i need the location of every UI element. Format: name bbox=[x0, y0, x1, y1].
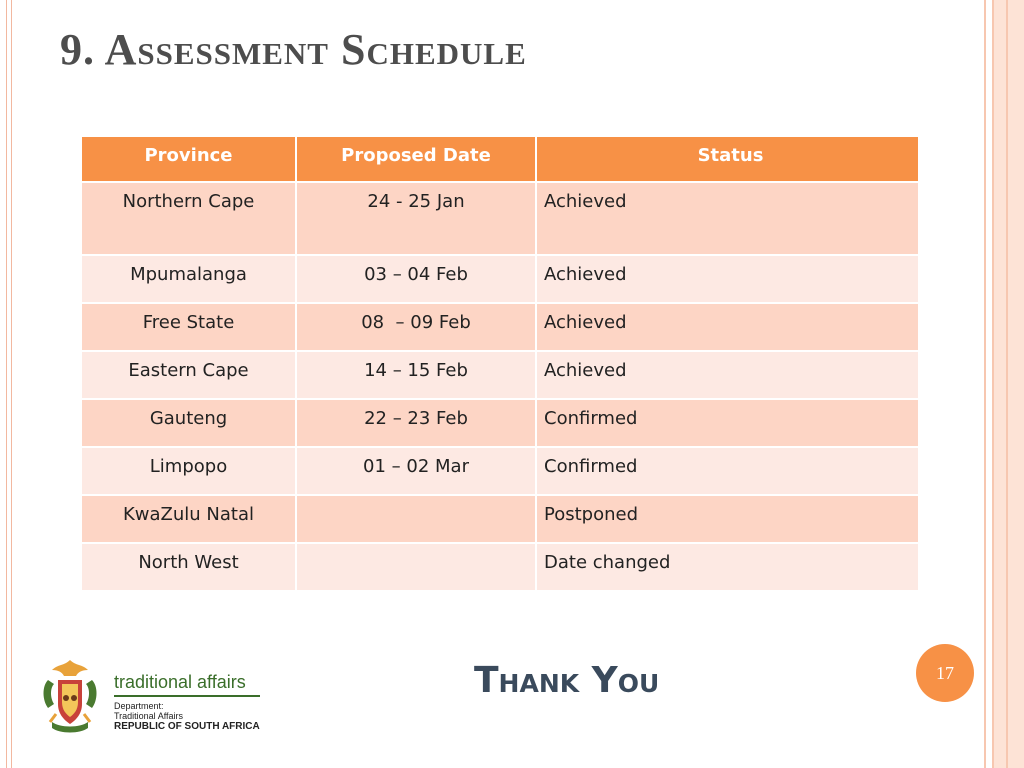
date-cell: 22 – 23 Feb bbox=[296, 399, 536, 447]
table-row bbox=[81, 303, 919, 351]
department-logo bbox=[38, 656, 268, 736]
province-cell: Eastern Cape bbox=[81, 351, 296, 399]
date-cell bbox=[296, 495, 536, 543]
status-cell: Achieved bbox=[536, 182, 919, 255]
table-row bbox=[81, 543, 919, 591]
province-cell: Gauteng bbox=[81, 399, 296, 447]
date-cell: 03 – 04 Feb bbox=[296, 255, 536, 303]
date-cell: 08 – 09 Feb bbox=[296, 303, 536, 351]
status-cell: Postponed bbox=[536, 495, 919, 543]
status-cell: Achieved bbox=[536, 255, 919, 303]
thank-you-text: Thank You bbox=[474, 660, 660, 701]
table-row bbox=[81, 495, 919, 543]
province-cell: KwaZulu Natal bbox=[81, 495, 296, 543]
logo-department-line: Department: bbox=[114, 701, 164, 711]
slide-border-left bbox=[6, 0, 12, 768]
slide-border-right bbox=[978, 0, 1024, 768]
table-header-row bbox=[81, 136, 919, 182]
coat-of-arms-icon bbox=[38, 656, 102, 736]
header-status: Status bbox=[536, 136, 919, 182]
status-cell: Confirmed bbox=[536, 447, 919, 495]
province-cell: North West bbox=[81, 543, 296, 591]
table-row bbox=[81, 351, 919, 399]
date-cell: 01 – 02 Mar bbox=[296, 447, 536, 495]
date-cell: 24 - 25 Jan bbox=[296, 182, 536, 255]
table-row bbox=[81, 255, 919, 303]
status-cell: Achieved bbox=[536, 303, 919, 351]
province-cell: Free State bbox=[81, 303, 296, 351]
assessment-schedule-table bbox=[80, 135, 920, 592]
table-row bbox=[81, 182, 919, 255]
logo-name: traditional affairs bbox=[114, 672, 260, 697]
status-cell: Confirmed bbox=[536, 399, 919, 447]
date-cell bbox=[296, 543, 536, 591]
header-proposed-date: Proposed Date bbox=[296, 136, 536, 182]
table-row bbox=[81, 399, 919, 447]
date-cell: 14 – 15 Feb bbox=[296, 351, 536, 399]
province-cell: Northern Cape bbox=[81, 182, 296, 255]
province-cell: Mpumalanga bbox=[81, 255, 296, 303]
header-province: Province bbox=[81, 136, 296, 182]
table-row bbox=[81, 447, 919, 495]
page-number-badge: 17 bbox=[916, 644, 974, 702]
logo-country: REPUBLIC OF SOUTH AFRICA bbox=[114, 721, 260, 732]
status-cell: Achieved bbox=[536, 351, 919, 399]
slide-title: 9. Assessment Schedule bbox=[60, 25, 527, 74]
status-cell: Date changed bbox=[536, 543, 919, 591]
province-cell: Limpopo bbox=[81, 447, 296, 495]
logo-affairs-line: Traditional Affairs bbox=[114, 711, 184, 721]
